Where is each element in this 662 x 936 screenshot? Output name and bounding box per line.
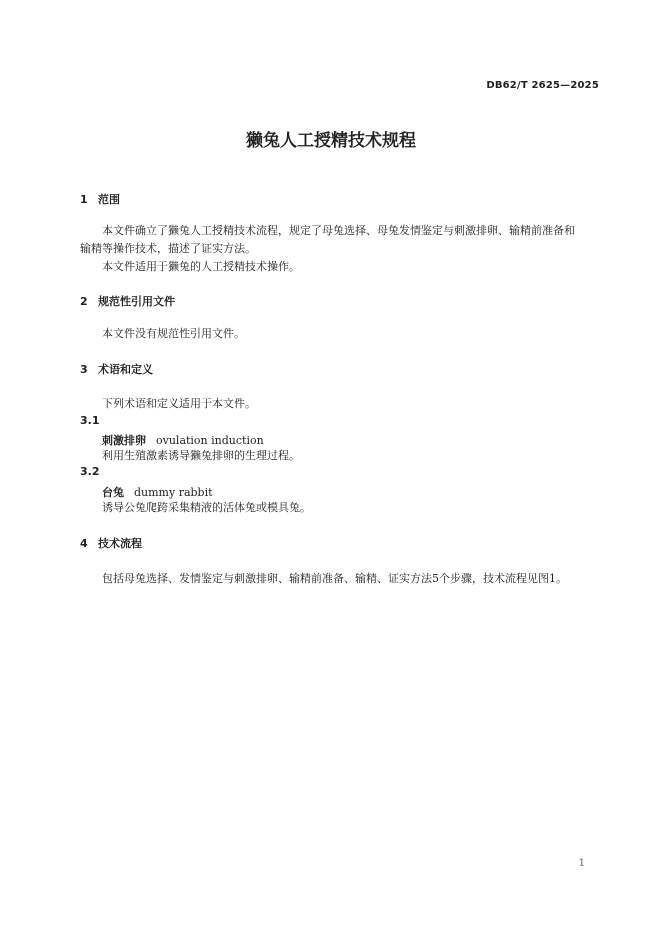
section-title: 术语和定义 [98, 363, 153, 376]
section-title: 技术流程 [98, 537, 142, 550]
section-heading-scope [80, 191, 120, 207]
paragraph-line: 包括母兔选择、发情鉴定与刺激排卵、输精前准备、输精、证实方法5个步骤，技术流程见图1。 [102, 572, 567, 585]
paragraph-line: 输精等操作技术，描述了证实方法。 [80, 242, 256, 255]
section-title: 规范性引用文件 [98, 295, 175, 308]
section-number: 3 [80, 363, 88, 376]
section-number: 1 [80, 193, 88, 206]
document-title: 獭兔人工授精技术规程 [246, 131, 416, 151]
term-entry [102, 484, 213, 500]
section-heading-terms [80, 361, 153, 377]
paragraph-line: 本文件确立了獭兔人工授精技术流程，规定了母兔选择、母兔发情鉴定与刺激排卵、输精前准备和 [102, 224, 575, 237]
standard-code: DB62/T 2625—2025 [486, 80, 599, 91]
section-number: 2 [80, 295, 88, 308]
term-chinese: 刺激排卵 [102, 434, 146, 447]
paragraph-line: 下列术语和定义适用于本文件。 [102, 397, 256, 410]
section-heading-normative-references [80, 293, 175, 309]
paragraph-line: 本文件适用于獭兔的人工授精技术操作。 [102, 260, 300, 273]
section-title: 范围 [98, 193, 120, 206]
page-number: 1 [578, 858, 585, 869]
term-definition: 利用生殖激素诱导獭兔排卵的生理过程。 [102, 449, 300, 462]
term-number: 3.1 [80, 414, 100, 427]
term-chinese: 台兔 [102, 486, 124, 499]
paragraph-line: 本文件没有规范性引用文件。 [102, 327, 245, 340]
term-english: dummy rabbit [134, 486, 213, 499]
section-heading-technical-process [80, 535, 142, 551]
term-entry [102, 432, 264, 448]
term-definition: 诱导公兔爬跨采集精液的活体兔或模具兔。 [102, 501, 311, 514]
section-number: 4 [80, 537, 88, 550]
term-english: ovulation induction [156, 434, 264, 447]
term-number: 3.2 [80, 465, 100, 478]
